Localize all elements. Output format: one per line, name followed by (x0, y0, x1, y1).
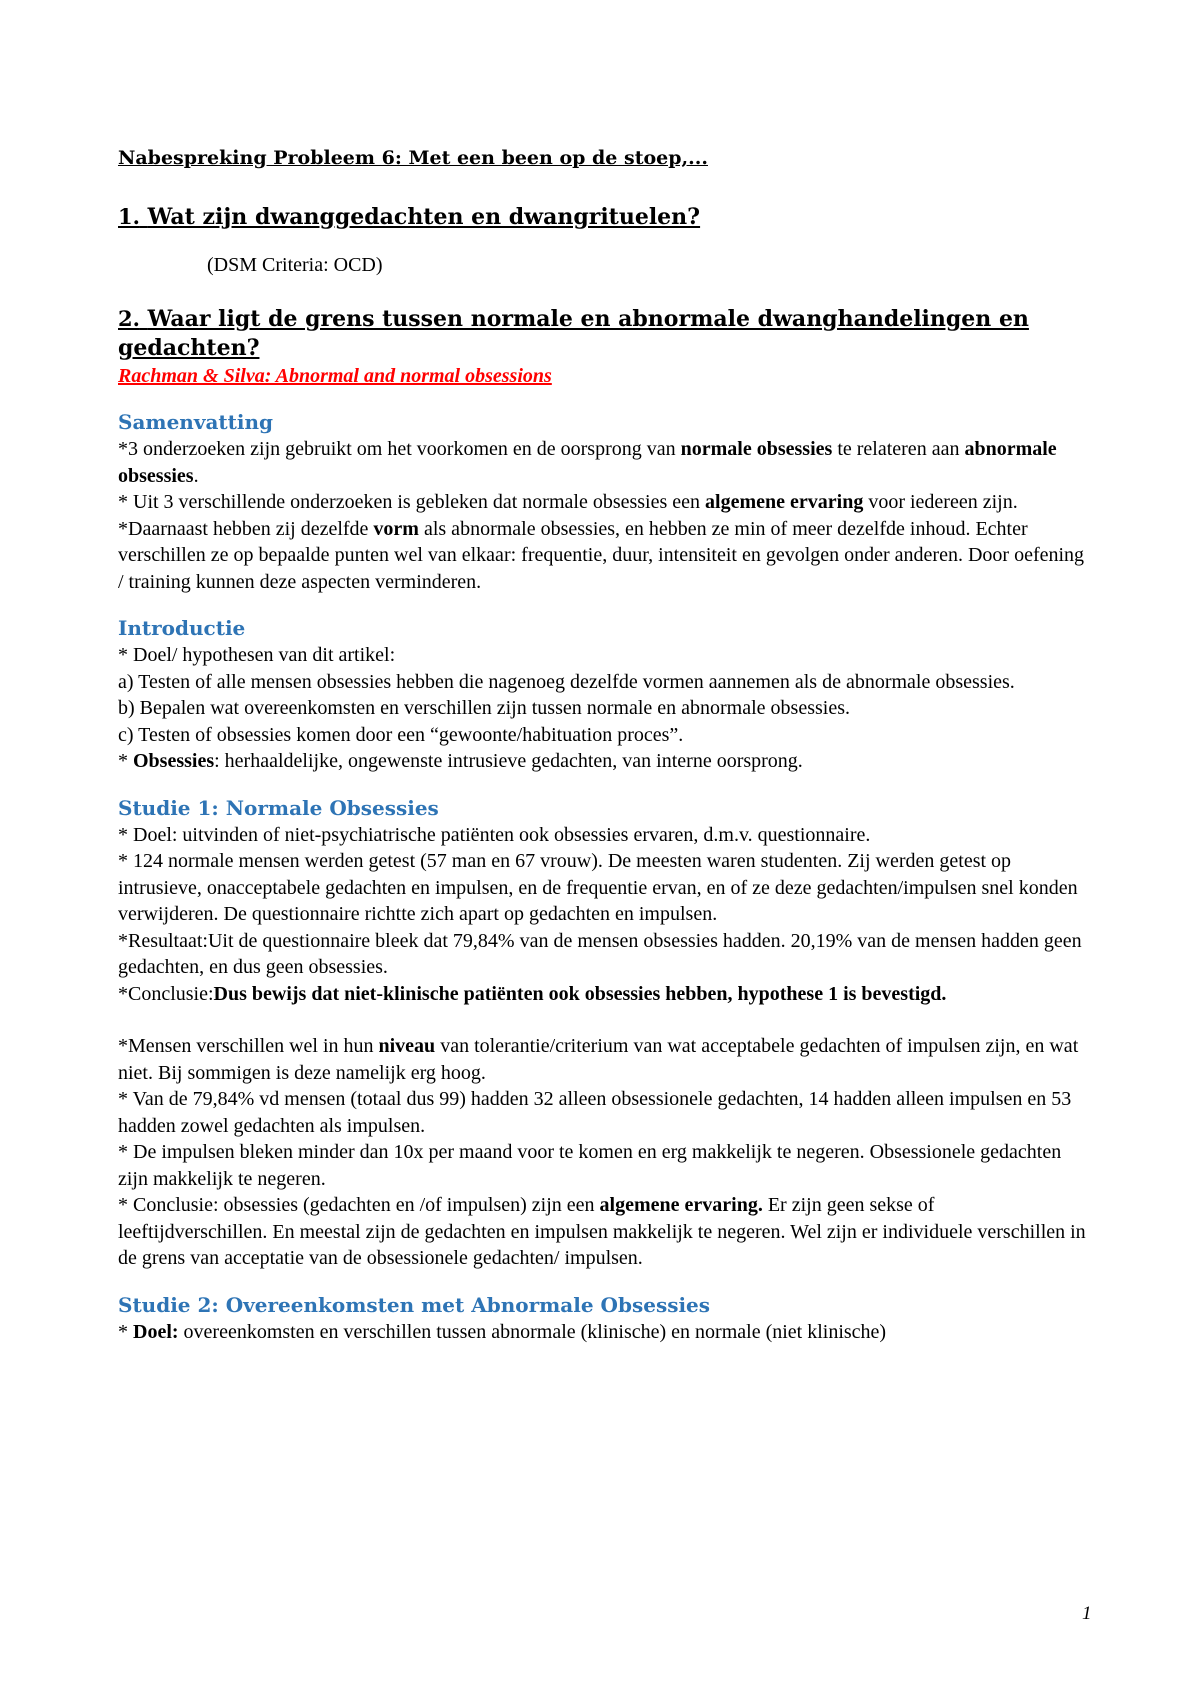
bold-term: normale obsessies (680, 438, 833, 460)
bold-term: algemene ervaring (705, 491, 864, 513)
bold-term: Doel: (133, 1320, 179, 1343)
bold-term: Dus bewijs dat niet-klinische patiënten ook obsessies hebben, hypothese 1 is bevestigd. (213, 982, 947, 1005)
bold-term: algemene ervaring. (599, 1194, 763, 1216)
text-span: *Mensen verschillen wel in hun (118, 1035, 379, 1057)
text-span: * Conclusie: obsessies (gedachten en /of impulsen) zijn een (118, 1194, 600, 1216)
bold-term: vorm (373, 517, 419, 540)
introductie-line-3: b) Bepalen wat overeenkomsten en verschillen zijn tussen normale en abnormale obsessies. (118, 697, 850, 719)
text-span: te relateren aan (832, 438, 965, 460)
bold-term: abnormale obsessies (118, 438, 1057, 487)
question-2-number: 2. (118, 306, 140, 331)
bold-term: Obsessies (133, 750, 215, 772)
text-span: *Daarnaast hebben zij dezelfde (118, 517, 374, 540)
text-span: *3 onderzoeken zijn gebruikt om het voorkomen en de oorsprong van (118, 438, 681, 460)
section-heading-samenvatting: Samenvatting (118, 410, 274, 434)
text-span: van tolerantie/criterium van wat acceptabele gedachten of impulsen zijn, en wat niet. Bij sommigen is deze namelijk erg hoog. (118, 1035, 1079, 1084)
blank-line (118, 1007, 1086, 1033)
text-span: . (193, 464, 199, 487)
text-span: : herhaaldelijke, ongewenste intrusieve gedachten, van interne oorsprong. (214, 750, 803, 772)
introductie-line-5 (118, 748, 1086, 775)
document-title: Nabespreking Probleem 6: Met een been op de stoep,... (118, 147, 708, 169)
section-samenvatting (118, 409, 1086, 595)
text-span: * (118, 1320, 133, 1343)
studie1-line-4 (118, 981, 1086, 1008)
introductie-line-1: * Doel/ hypothesen van dit artikel: (118, 644, 396, 666)
studie1-line-7: * De impulsen bleken minder dan 10x per maand voor te komen en erg makkelijk te negeren. Obsessionele gedachten zijn makkelijk te negeren. (118, 1141, 1062, 1190)
section-introductie (118, 615, 1086, 775)
studie1-line-8 (118, 1192, 1086, 1272)
text-span: als abnormale obsessies, en hebben ze min of meer dezelfde inhoud. Echter verschillen ze op bepaalde punten wel van elkaar: frequentie, duur, intensiteit en gevolgen onder anderen. Door oefening / training kunnen deze aspecten verminderen. (118, 517, 1085, 593)
question-1-text: Wat zijn dwanggedachten en dwangrituelen? (147, 204, 701, 230)
samenvatting-paragraph-1 (118, 436, 1086, 489)
studie1-line-6: * Van de 79,84% vd mensen (totaal dus 99) hadden 32 alleen obsessionele gedachten, 14 hadden alleen impulsen en 53 hadden zowel gedachten als impulsen. (118, 1088, 1072, 1137)
introductie-line-4: c) Testen of obsessies komen door een “gewoonte/habituation proces”. (118, 723, 684, 746)
section-heading-introductie: Introductie (118, 616, 246, 640)
text-span: Er zijn geen sekse of leeftijdverschillen. En meestal zijn de gedachten en impulsen makkelijk te negeren. Wel zijn er individuele verschillen in de grens van acceptatie van de obsessionele gedachten/ impulsen. (118, 1194, 1086, 1269)
text-span: * Uit 3 verschillende onderzoeken is gebleken dat normale obsessies een (118, 491, 706, 513)
section-studie-2 (118, 1292, 1086, 1346)
text-span: * (118, 750, 133, 772)
section-studie-1 (118, 795, 1086, 1272)
studie1-line-5 (118, 1033, 1086, 1086)
studie1-line-3: *Resultaat:Uit de questionnaire bleek dat 79,84% van de mensen obsessies hadden. 20,19% van de mensen hadden geen gedachten, en dus geen obsessies. (118, 929, 1082, 978)
dsm-criteria-note: (DSM Criteria: OCD) (207, 254, 383, 276)
text-span: *Conclusie: (118, 982, 214, 1005)
page-number: 1 (1082, 1603, 1092, 1624)
samenvatting-paragraph-2 (118, 489, 1086, 516)
samenvatting-paragraph-3 (118, 516, 1086, 596)
bold-term: niveau (378, 1035, 436, 1057)
text-span: voor iedereen zijn. (863, 491, 1018, 513)
studie2-line-1 (118, 1319, 1086, 1346)
studie1-line-1: * Doel: uitvinden of niet-psychiatrische patiënten ook obsessies ervaren, d.m.v. questionnaire. (118, 823, 871, 846)
question-2-heading (118, 304, 1086, 363)
studie1-line-2: * 124 normale mensen werden getest (57 man en 67 vrouw). De meesten waren studenten. Zij werden getest op intrusieve, onacceptabele gedachten en impulsen, en de frequentie ervan, en of ze deze gedachten/impulsen snel konden verwijderen. De questionnaire richtte zich apart op gedachten en impulsen. (118, 850, 1078, 925)
question-2-text: Waar ligt de grens tussen normale en abnormale dwanghandelingen en gedachten? (118, 306, 1029, 361)
section-heading-studie-2: Studie 2: Overeenkomsten met Abnormale Obsessies (118, 1292, 711, 1317)
question-1-number: 1. (118, 204, 140, 229)
section-heading-studie-1: Studie 1: Normale Obsessies (118, 795, 439, 820)
article-reference: Rachman & Silva: Abnormal and normal obsessions (118, 365, 552, 387)
introductie-line-2: a) Testen of alle mensen obsessies hebben die nagenoeg dezelfde vormen aannemen als de abnormale obsessies. (118, 670, 1015, 693)
question-1-heading (118, 202, 1086, 232)
text-span: overeenkomsten en verschillen tussen abnormale (klinische) en normale (niet klinische) (178, 1320, 887, 1343)
document-body (118, 146, 1086, 1365)
